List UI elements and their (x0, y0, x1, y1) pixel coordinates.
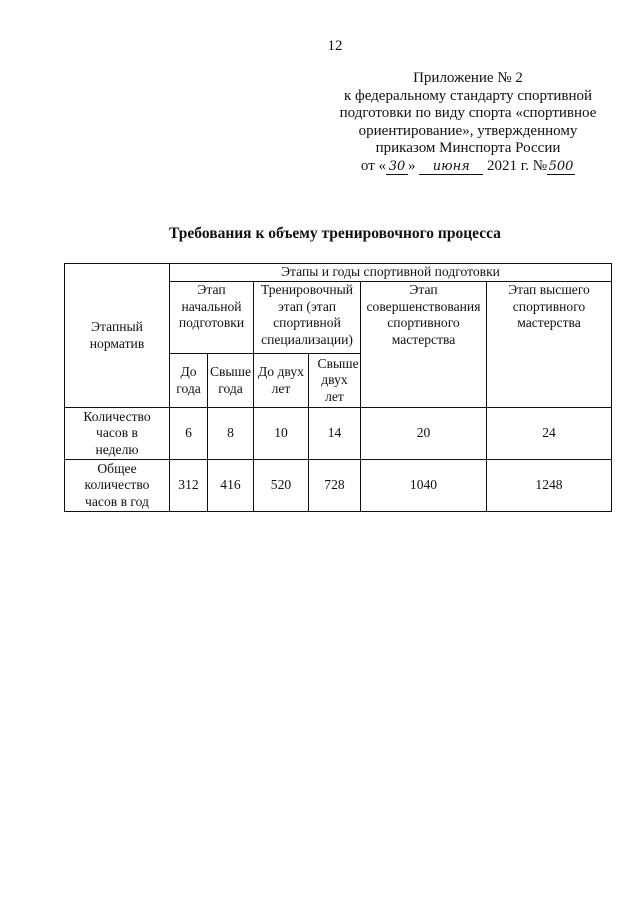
stage-initial-label: Этап начальной подготовки (178, 282, 245, 330)
order-date-line (318, 158, 618, 176)
row-label-weekly-text: Количество часов в неделю (83, 408, 151, 457)
page-number: 12 (327, 38, 343, 54)
cell-weekly-initial-1: 6 (170, 408, 208, 460)
cell-yearly-initial-2: 416 (208, 460, 254, 512)
stage-higher-header (487, 282, 612, 408)
cell-yearly-initial-1: 312 (170, 460, 208, 512)
cell-yearly-improvement: 1040 (361, 460, 487, 512)
cell-yearly-higher: 1248 (487, 460, 612, 512)
sub-initial-2-label: Свыше года (209, 364, 252, 396)
sub-training-2 (309, 354, 361, 408)
requirements-table (64, 263, 612, 512)
cell-yearly-training-2: 728 (309, 460, 361, 512)
row-header-cell (65, 264, 170, 408)
sub-training-1-label: До двух лет (258, 364, 304, 396)
appendix-line-5: приказом Минспорта России (375, 140, 561, 157)
stage-training-label: Тренировочный этап (этап спортивной специализации) (260, 282, 354, 347)
cell-weekly-higher: 24 (487, 408, 612, 460)
sub-training-2-label: Свыше двух лет (317, 355, 359, 404)
appendix-header (318, 70, 618, 176)
sub-initial-1 (170, 354, 208, 408)
order-number: 500 (548, 158, 574, 174)
cell-weekly-initial-2: 8 (208, 408, 254, 460)
sub-training-1 (254, 354, 309, 408)
group-header-cell: Этапы и годы спортивной подготовки (170, 264, 612, 282)
stage-initial-header (170, 282, 254, 354)
appendix-line-4: ориентирование», утвержденному (358, 122, 578, 139)
order-day: 30 (386, 160, 408, 175)
appendix-line-2: к федеральному стандарту спортивной (343, 87, 593, 104)
order-year: 2021 г. № (487, 157, 548, 174)
cell-yearly-training-1: 520 (254, 460, 309, 512)
row-header-label: Этапный норматив (89, 319, 145, 351)
document-title: Требования к объему тренировочного процесса (169, 225, 501, 242)
sub-initial-1-label: До года (176, 364, 201, 396)
stage-improvement-label: Этап совершенствования спортивного мастерства (366, 282, 481, 347)
row-label-yearly-text: Общее количество часов в год (84, 460, 150, 509)
cell-weekly-improvement: 20 (361, 408, 487, 460)
order-month: июня (419, 160, 483, 175)
cell-weekly-training-2: 14 (309, 408, 361, 460)
stage-higher-label: Этап высшего спортивного мастерства (508, 282, 590, 330)
date-prefix: от « (360, 157, 387, 174)
stage-improvement-header (361, 282, 487, 408)
appendix-line-1: Приложение № 2 (413, 70, 523, 86)
row-label-yearly (65, 460, 170, 512)
appendix-line-3: подготовки по виду спорта «спортивное (339, 105, 597, 122)
date-mid: » (408, 157, 416, 174)
cell-weekly-training-1: 10 (254, 408, 309, 460)
sub-initial-2 (208, 354, 254, 408)
row-label-weekly (65, 408, 170, 460)
stage-training-header (254, 282, 361, 354)
